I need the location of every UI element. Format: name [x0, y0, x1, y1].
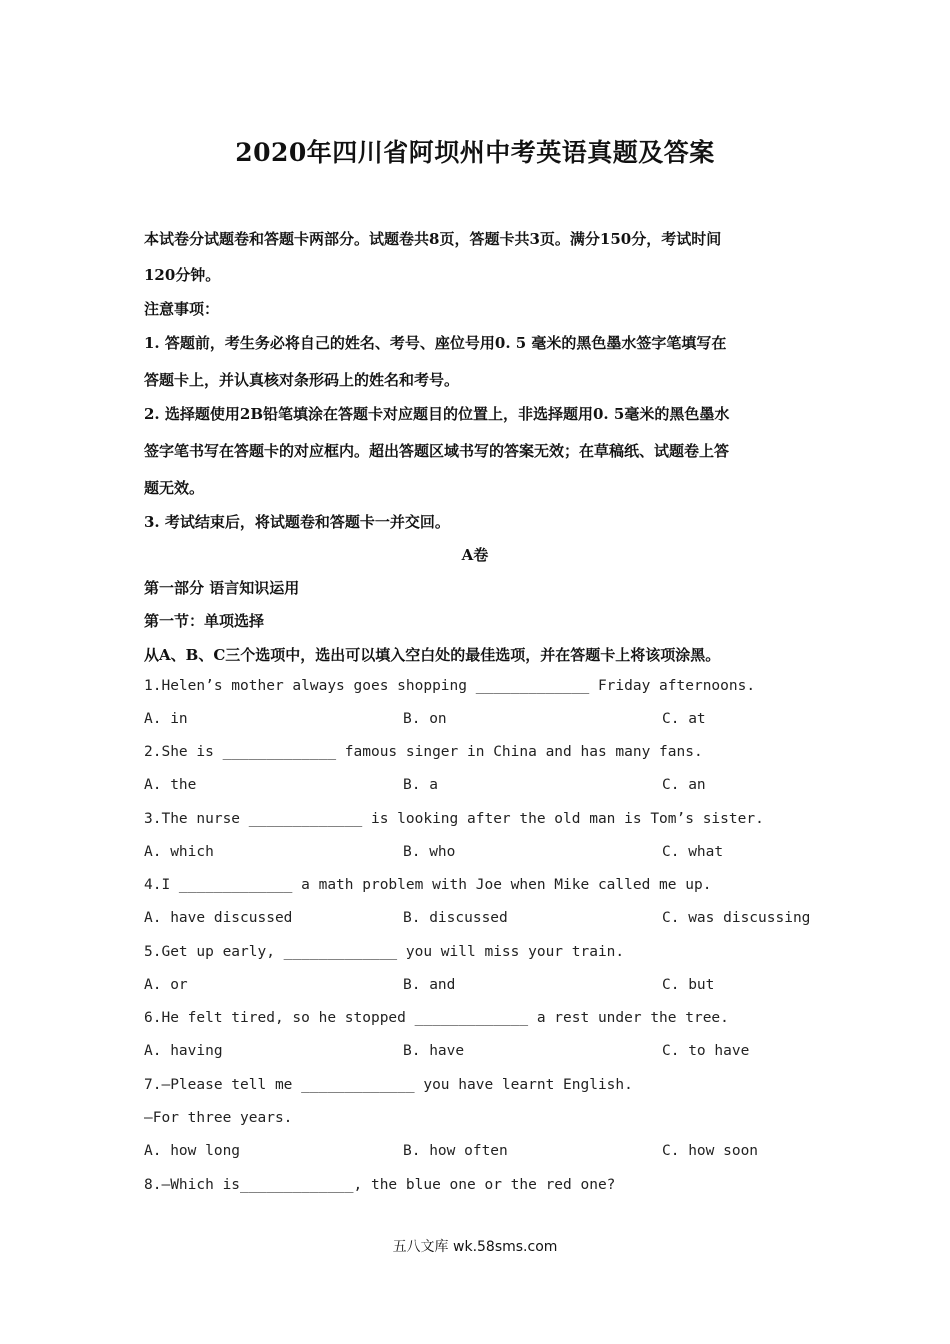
- option-b: B. have: [403, 1043, 465, 1059]
- intro-line-1: 本试卷分试题卷和答题卡两部分。试题卷共8页，答题卡共3页。满分150分，考试时间: [144, 230, 722, 248]
- question-stem: 7.—Please tell me _____________ you have learnt English.: [144, 1077, 633, 1093]
- note-2-line-2: 签字笔书写在答题卡的对应框内。超出答题区域书写的答案无效；在草稿纸、试题卷上答: [144, 442, 730, 460]
- instruction: 从A、B、C三个选项中，选出可以填入空白处的最佳选项，并在答题卡上将该项涂黑。: [144, 646, 721, 664]
- question-stem: 3.The nurse _____________ is looking after the old man is Tom’s sister.: [144, 811, 764, 827]
- volume-heading: A卷: [461, 546, 489, 564]
- question-reply: —For three years.: [144, 1110, 293, 1126]
- note-1-line-2: 答题卡上，并认真核对条形码上的姓名和考号。: [144, 371, 460, 389]
- subsection-heading: 第一节：单项选择: [144, 612, 265, 630]
- option-b: B. and: [403, 977, 456, 993]
- question-stem: 1.Helen’s mother always goes shopping _____________ Friday afternoons.: [144, 678, 756, 694]
- option-b: B. how often: [403, 1143, 508, 1159]
- option-c: C. how soon: [662, 1143, 759, 1159]
- question-stem: 5.Get up early, _____________ you will miss your train.: [144, 944, 625, 960]
- footer-watermark: 五八文库 wk.58sms.com: [392, 1239, 558, 1255]
- question-stem: 4.I _____________ a math problem with Joe when Mike called me up.: [144, 877, 712, 893]
- option-a: A. how long: [144, 1143, 241, 1159]
- note-3: 3. 考试结束后，将试题卷和答题卡一并交回。: [144, 513, 450, 531]
- question-stem: 8.—Which is_____________, the blue one or the red one?: [144, 1177, 616, 1193]
- option-b: B. a: [403, 777, 438, 793]
- option-c: C. to have: [662, 1043, 750, 1059]
- option-b: B. on: [403, 711, 447, 727]
- option-a: A. having: [144, 1043, 223, 1059]
- option-a: A. have discussed: [144, 910, 293, 926]
- option-c: C. what: [662, 844, 724, 860]
- note-2-line-1: 2. 选择题使用2B铅笔填涂在答题卡对应题目的位置上，非选择题用0. 5毫米的黑色墨水: [144, 405, 730, 423]
- notes-heading: 注意事项：: [144, 300, 220, 318]
- intro-line-2: 120分钟。: [144, 266, 221, 284]
- option-a: A. which: [144, 844, 214, 860]
- option-c: C. at: [662, 711, 706, 727]
- note-1-line-1: 1. 答题前，考生务必将自己的姓名、考号、座位号用0. 5 毫米的黑色墨水签字笔填写在: [144, 334, 727, 352]
- option-a: A. or: [144, 977, 188, 993]
- page-title: 2020年四川省阿坝州中考英语真题及答案: [235, 138, 715, 167]
- question-stem: 2.She is _____________ famous singer in China and has many fans.: [144, 744, 703, 760]
- part-heading: 第一部分 语言知识运用: [144, 579, 300, 597]
- note-2-line-3: 题无效。: [144, 479, 205, 497]
- option-a: A. the: [144, 777, 197, 793]
- option-b: B. discussed: [403, 910, 508, 926]
- question-stem: 6.He felt tired, so he stopped _____________ a rest under the tree.: [144, 1010, 729, 1026]
- option-b: B. who: [403, 844, 456, 860]
- option-c: C. an: [662, 777, 706, 793]
- option-c: C. was discussing: [662, 910, 811, 926]
- option-c: C. but: [662, 977, 715, 993]
- option-a: A. in: [144, 711, 188, 727]
